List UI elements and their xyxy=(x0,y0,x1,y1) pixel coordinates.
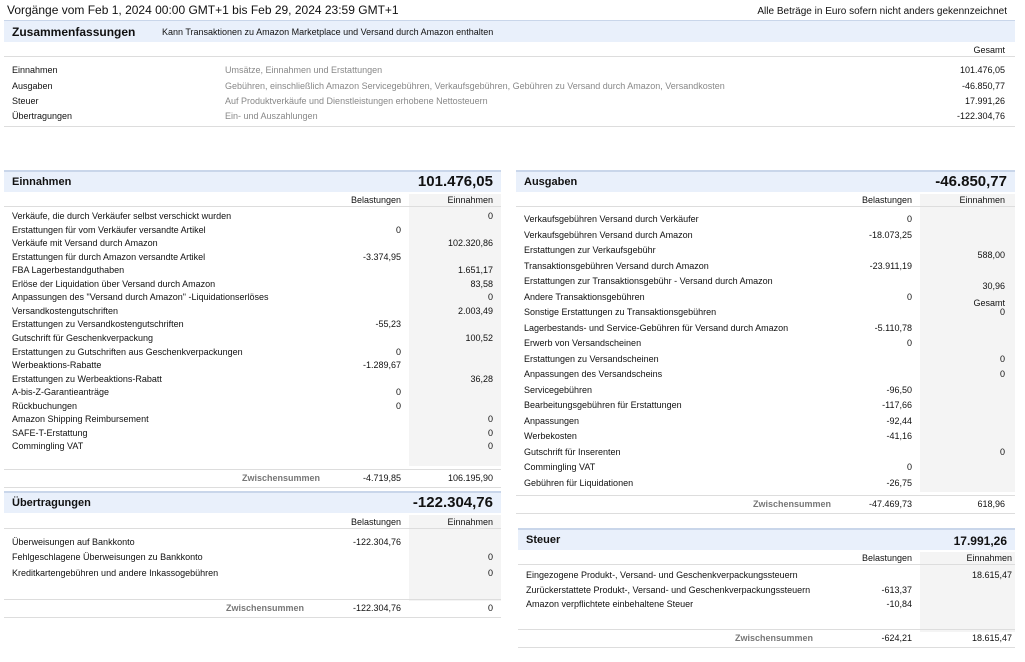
row-einnahmen: 0 xyxy=(487,552,493,563)
summary-subtitle: Kann Transaktionen zu Amazon Marketplace und Versand durch Amazon enthalten xyxy=(162,27,494,37)
table-row xyxy=(516,291,1015,308)
table-row xyxy=(4,427,501,440)
row-label: Erstattungen für vom Verkäufer versandte Artikel xyxy=(12,224,206,235)
uebertragungen-header xyxy=(4,491,501,513)
row-label: Verkaufsgebühren Versand durch Amazon xyxy=(524,229,693,240)
row-einnahmen: 0 xyxy=(999,353,1005,364)
row-belastungen: 0 xyxy=(395,400,401,411)
row-label: Bearbeitungsgebühren für Erstattungen xyxy=(524,400,682,410)
einnahmen-title: Einnahmen xyxy=(12,176,72,188)
divider xyxy=(516,206,1015,207)
row-belastungen: 0 xyxy=(906,462,912,472)
subtotal-einnahmen: 618,96 xyxy=(977,499,1005,509)
table-row xyxy=(518,598,1015,611)
summary-header xyxy=(4,20,1015,42)
table-row xyxy=(4,373,501,386)
row-belastungen: -10,84 xyxy=(886,599,912,609)
row-label: Andere Transaktionsgebühren xyxy=(524,291,645,302)
row-label: A-bis-Z-Garantieanträge xyxy=(12,387,110,398)
summary-row-label: Einnahmen xyxy=(12,65,58,75)
row-label: Versandkostengutschriften xyxy=(12,305,119,316)
row-einnahmen: 102.320,86 xyxy=(447,238,493,249)
table-row xyxy=(4,318,501,331)
row-belastungen: 0 xyxy=(906,214,912,224)
row-label: Transaktionsgebühren Versand durch Amazon xyxy=(524,260,709,271)
row-belastungen: 0 xyxy=(395,346,401,357)
table-row xyxy=(4,264,501,277)
summary-row xyxy=(4,79,1015,93)
table-row xyxy=(516,384,1015,397)
row-einnahmen: 2.003,49 xyxy=(457,305,493,316)
table-row xyxy=(516,461,1015,474)
uebertragungen-panel xyxy=(4,491,501,611)
subtotal-einnahmen: 18.615,47 xyxy=(971,633,1012,643)
summary-row-value: 17.991,26 xyxy=(964,96,1005,106)
row-label: Gebühren für Liquidationen xyxy=(524,477,634,488)
subtotal-belastungen: -4.719,85 xyxy=(362,473,401,483)
table-row xyxy=(4,567,501,580)
column-header-belastungen: Belastungen xyxy=(350,517,401,527)
row-einnahmen: 100,52 xyxy=(465,332,493,343)
row-label: Erstattungen zu Versandkostengutschriften xyxy=(12,319,184,330)
row-belastungen: 0 xyxy=(906,338,912,348)
row-label: Servicegebühren xyxy=(524,384,593,395)
row-einnahmen: Gesamt xyxy=(973,297,1005,308)
subtotal-label: Zwischensummen xyxy=(735,633,814,643)
row-label: FBA Lagerbestandguthaben xyxy=(12,265,125,276)
einnahmen-panel xyxy=(4,170,501,490)
row-einnahmen: 0 xyxy=(999,369,1005,379)
subtotal-label: Zwischensummen xyxy=(226,603,305,613)
row-label: Rückbuchungen xyxy=(12,400,78,411)
row-belastungen: -18.073,25 xyxy=(868,229,912,240)
row-einnahmen: 0 xyxy=(487,567,493,578)
row-einnahmen: 83,58 xyxy=(470,278,493,289)
row-belastungen: -1.289,67 xyxy=(362,360,401,371)
column-header-einnahmen: Einnahmen xyxy=(447,195,493,205)
row-label: Anpassungen des Versandscheins xyxy=(524,369,663,379)
table-row xyxy=(516,213,1015,226)
summary-row xyxy=(4,94,1015,108)
table-row xyxy=(4,413,501,426)
row-belastungen: -613,37 xyxy=(881,584,912,595)
row-belastungen: 0 xyxy=(395,224,401,235)
uebertragungen-total: -122.304,76 xyxy=(412,494,493,511)
divider xyxy=(4,206,501,207)
table-row xyxy=(4,386,501,399)
row-label: Verkäufe mit Versand durch Amazon xyxy=(12,238,158,249)
row-label: Erwerb von Versandscheinen xyxy=(524,338,642,348)
summary-row-description: Auf Produktverkäufe und Dienstleistungen erhobene Nettosteuern xyxy=(225,96,488,106)
row-label: Werbeaktions-Rabatte xyxy=(12,360,102,371)
column-header-einnahmen: Einnahmen xyxy=(966,553,1012,563)
row-label: Erstattungen zur Verkaufsgebühr xyxy=(524,245,656,255)
summary-row-label: Ausgaben xyxy=(12,81,53,91)
divider xyxy=(4,617,501,618)
row-label: Eingezogene Produkt-, Versand- und Geschenkverpackungssteuern xyxy=(526,570,798,580)
row-label: Erstattungen für durch Amazon versandte Artikel xyxy=(12,251,206,262)
table-row xyxy=(516,337,1015,350)
table-row xyxy=(4,291,501,304)
table-row xyxy=(518,569,1015,582)
table-row xyxy=(516,353,1015,366)
row-belastungen: -96,50 xyxy=(886,384,912,395)
table-row xyxy=(516,446,1015,459)
divider xyxy=(4,56,1015,57)
row-label: Zurückerstattete Produkt-, Versand- und Geschenkverpackungssteuern xyxy=(526,584,811,595)
row-einnahmen: 0 xyxy=(999,446,1005,457)
row-label: Verkaufsgebühren Versand durch Verkäufer xyxy=(524,214,699,224)
row-belastungen: -117,66 xyxy=(882,400,912,410)
table-row xyxy=(4,359,501,372)
subtotal-row xyxy=(4,599,501,615)
row-belastungen: -41,16 xyxy=(886,431,912,441)
divider xyxy=(4,487,501,488)
row-label: Sonstige Erstattungen zu Transaktionsgebühren xyxy=(524,307,717,317)
table-row xyxy=(4,210,501,223)
currency-note: Alle Beträge in Euro sofern nicht anders gekennzeichnet xyxy=(757,6,1007,17)
row-label: Gutschrift für Inserenten xyxy=(524,446,621,457)
subtotal-belastungen: -122.304,76 xyxy=(352,603,401,613)
row-label: Fehlgeschlagene Überweisungen zu Bankkonto xyxy=(12,552,203,563)
summary-title: Zusammenfassungen xyxy=(12,25,136,39)
row-einnahmen: 1.651,17 xyxy=(457,265,493,276)
summary-row-value: -46.850,77 xyxy=(961,81,1005,91)
row-label: Erstattungen zu Versandscheinen xyxy=(524,353,659,364)
subtotal-einnahmen: 0 xyxy=(487,603,493,613)
row-einnahmen: 36,28 xyxy=(470,373,493,384)
row-label: Überweisungen auf Bankkonto xyxy=(12,537,135,547)
table-row xyxy=(4,400,501,413)
summary-row-label: Übertragungen xyxy=(12,111,73,121)
table-row xyxy=(516,430,1015,443)
einnahmen-total: 101.476,05 xyxy=(417,173,493,190)
table-row xyxy=(516,306,1015,319)
table-row xyxy=(516,275,1015,291)
row-belastungen: -26,75 xyxy=(886,477,912,488)
table-row xyxy=(516,260,1015,273)
table-row xyxy=(4,536,501,549)
divider xyxy=(4,126,1015,127)
table-row xyxy=(4,278,501,291)
row-belastungen: -23.911,19 xyxy=(869,260,912,271)
row-einnahmen: 0 xyxy=(487,441,493,452)
steuer-total: 17.991,26 xyxy=(953,534,1007,548)
column-header-belastungen: Belastungen xyxy=(861,195,912,205)
divider xyxy=(4,528,501,529)
ausgaben-title: Ausgaben xyxy=(524,176,578,188)
subtotal-label: Zwischensummen xyxy=(753,499,832,509)
table-row xyxy=(516,244,1015,260)
table-row xyxy=(518,584,1015,597)
subtotal-row xyxy=(516,495,1015,511)
steuer-panel xyxy=(518,528,1015,656)
table-row xyxy=(4,305,501,318)
row-einnahmen: 30,96 xyxy=(982,281,1005,291)
summary-row xyxy=(4,109,1015,123)
table-row xyxy=(4,237,501,250)
row-label: SAFE-T-Erstattung xyxy=(12,427,88,438)
row-einnahmen: 588,00 xyxy=(977,250,1005,260)
row-belastungen: 0 xyxy=(906,291,912,302)
ausgaben-panel xyxy=(516,170,1015,515)
subtotal-belastungen: -47.469,73 xyxy=(868,499,912,509)
row-einnahmen: 0 xyxy=(487,427,493,438)
row-belastungen: -122.304,76 xyxy=(352,537,401,547)
divider xyxy=(518,564,1015,565)
table-row xyxy=(516,477,1015,490)
row-belastungen: -5.110,78 xyxy=(874,322,912,333)
summary-row-value: -122.304,76 xyxy=(956,111,1005,121)
subtotal-row xyxy=(4,469,501,485)
row-label: Amazon Shipping Reimbursement xyxy=(12,414,149,425)
summary-section xyxy=(4,20,1015,130)
row-label: Erstattungen zur Transaktionsgebühr - Versand durch Amazon xyxy=(524,276,773,286)
column-header-belastungen: Belastungen xyxy=(350,195,401,205)
row-label: Erstattungen zu Gutschriften aus Geschenkverpackungen xyxy=(12,346,243,357)
summary-row-description: Ein- und Auszahlungen xyxy=(225,111,318,121)
table-row xyxy=(516,229,1015,242)
row-einnahmen: 0 xyxy=(999,307,1005,317)
row-belastungen: 0 xyxy=(395,387,401,398)
row-einnahmen: 0 xyxy=(487,414,493,425)
subtotal-belastungen: -624,21 xyxy=(881,633,912,643)
table-row xyxy=(4,346,501,359)
table-row xyxy=(516,415,1015,428)
einnahmen-header xyxy=(4,170,501,192)
row-label: Anpassungen des "Versand durch Amazon" -Liquidationserlöses xyxy=(12,292,269,303)
table-row xyxy=(4,332,501,345)
ausgaben-header xyxy=(516,170,1015,192)
subtotal-einnahmen: 106.195,90 xyxy=(447,473,493,483)
summary-row-value: 101.476,05 xyxy=(959,65,1005,75)
row-label: Commingling VAT xyxy=(12,441,84,452)
row-einnahmen: 0 xyxy=(487,292,493,303)
summary-row xyxy=(4,63,1015,77)
table-row xyxy=(4,224,501,237)
row-einnahmen: 18.615,47 xyxy=(971,570,1012,580)
subtotal-row xyxy=(518,629,1015,645)
row-label: Werbekosten xyxy=(524,431,577,441)
steuer-header xyxy=(518,528,1015,550)
table-row xyxy=(4,551,501,564)
row-label: Erlöse der Liquidation über Versand durch Amazon xyxy=(12,278,216,289)
row-label: Commingling VAT xyxy=(524,462,596,472)
divider xyxy=(516,513,1015,514)
ausgaben-total: -46.850,77 xyxy=(935,173,1007,190)
divider xyxy=(518,647,1015,648)
column-header-einnahmen: Einnahmen xyxy=(959,195,1005,205)
summary-row-description: Gebühren, einschließlich Amazon Servicegebühren, Verkaufsgebühren, Gebühren zu Versand durch Amazon, Versandkosten xyxy=(225,81,725,91)
report-title: Vorgänge vom Feb 1, 2024 00:00 GMT+1 bis Feb 29, 2024 23:59 GMT+1 xyxy=(7,3,399,17)
column-header-einnahmen: Einnahmen xyxy=(447,517,493,527)
steuer-title: Steuer xyxy=(526,534,561,546)
row-belastungen: -92,44 xyxy=(886,415,912,426)
row-label: Gutschrift für Geschenkverpackung xyxy=(12,332,154,343)
table-row xyxy=(516,322,1015,335)
summary-row-label: Steuer xyxy=(12,96,39,106)
row-label: Anpassungen xyxy=(524,415,580,426)
table-row xyxy=(4,440,501,453)
row-label: Erstattungen zu Werbeaktions-Rabatt xyxy=(12,373,162,384)
summary-total-header: Gesamt xyxy=(973,45,1005,55)
column-header-belastungen: Belastungen xyxy=(861,553,912,563)
row-label: Kreditkartengebühren und andere Inkassogebühren xyxy=(12,567,219,578)
row-label: Verkäufe, die durch Verkäufer selbst verschickt wurden xyxy=(12,211,232,221)
summary-row-description: Umsätze, Einnahmen und Erstattungen xyxy=(225,65,383,75)
row-label: Lagerbestands- und Service-Gebühren für Versand durch Amazon xyxy=(524,322,789,333)
subtotal-label: Zwischensummen xyxy=(242,473,321,483)
row-einnahmen: 0 xyxy=(487,211,493,221)
row-label: Amazon verpflichtete einbehaltene Steuer xyxy=(526,599,694,609)
table-row xyxy=(516,368,1015,381)
table-row xyxy=(4,251,501,264)
table-row xyxy=(516,399,1015,412)
row-belastungen: -55,23 xyxy=(375,319,401,330)
row-belastungen: -3.374,95 xyxy=(362,251,401,262)
uebertragungen-title: Übertragungen xyxy=(12,497,91,509)
